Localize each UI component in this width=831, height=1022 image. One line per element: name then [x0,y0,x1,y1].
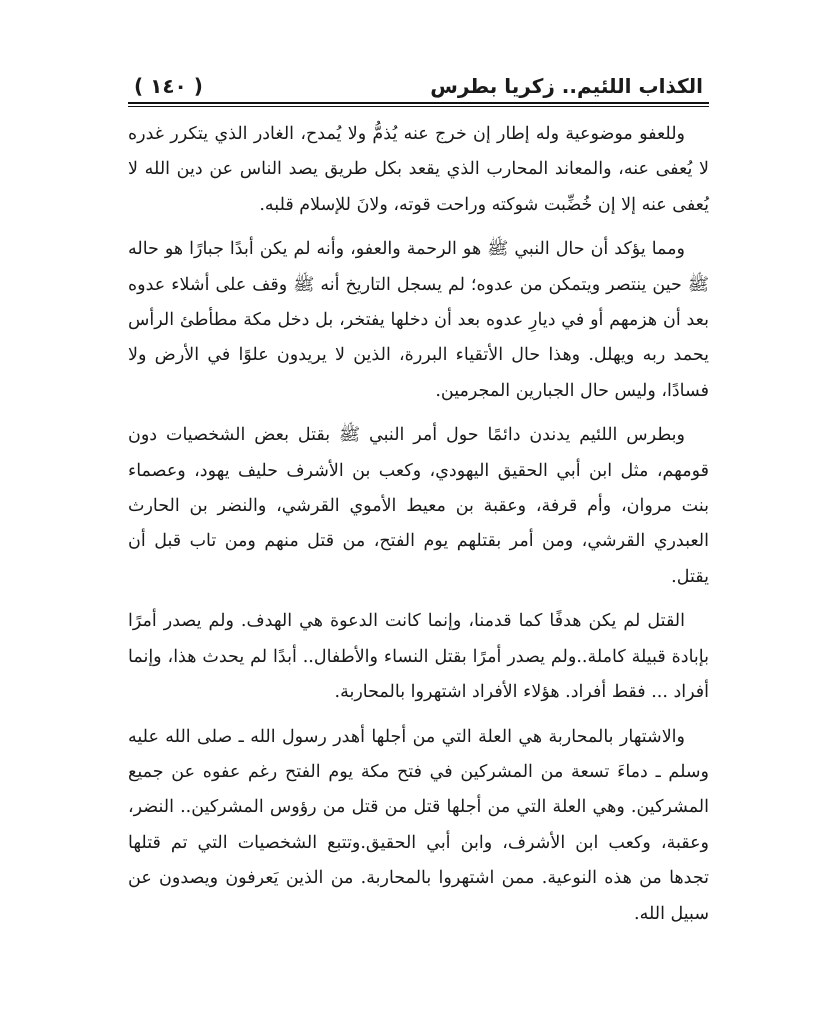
paragraph-2: ومما يؤكد أن حال النبي ﷺ هو الرحمة والعفو، وأنه لم يكن أبدًا جبارًا هو حاله ﷺ حين ينتصر ويتمكن من عدوه؛ لم يسجل التاريخ أنه ﷺ وقف على أشلاء عدوه بعد أن هزمهم أو في ديارِ عدوه بعد أن دخلها يفتخر، بل دخل مكة مطأطئ الرأس يحمد ربه ويهلل. وهذا حال الأتقياء البررة، الذين لا يريدون علوًا في الأرض ولا فسادًا، وليس حال الجبارين المجرمين. [128,239,709,401]
book-title: الكذاب اللئيم.. زكريا بطرس [430,74,703,98]
paragraph-1: وللعفو موضوعية وله إطار إن خرج عنه يُذمُّ ولا يُمدح، الغادر الذي يتكرر غدره لا يُعفى عنه، والمعاند المحارب الذي يقعد بكل طريق يصد الناس عن دين الله لا يُعفى عنه إلا إن خُضِّبت شوكته وراحت قوته، ولانَ للإسلام قلبه. [128,124,709,215]
header-rule [128,102,709,104]
page-body [128,117,709,932]
header-rule-thin [128,106,709,107]
paragraph-4: القتل لم يكن هدفًا كما قدمنا، وإنما كانت الدعوة هي الهدف. ولم يصدر أمرًا بإبادة قبيلة كاملة..ولم يصدر أمرًا بقتل النساء والأطفال.. أبدًا لم يحدث هذا، وإنما أفراد ... فقط أفراد. هؤلاء الأفراد اشتهروا بالمحاربة. [128,611,709,703]
paragraph-5: والاشتهار بالمحاربة هي العلة التي من أجلها أهدر رسول الله ـ صلى الله عليه وسلم ـ دماءَ تسعة من المشركين في فتح مكة يوم الفتح رغم عفوه عن جميع المشركين. وهي العلة التي من أجلها قتل من قتل من رؤوس المشركين.. النضر، وعقبة، وكعب ابن الأشرف، وابن أبي الحقيق.وتتبع الشخصيات التي تم قتلها تجدها من هذه النوعية. ممن اشتهروا بالمحاربة. من الذين يَعرفون ويصدون عن سبيل الله. [128,726,709,924]
paragraph-3: وبطرس اللئيم يدندن دائمًا حول أمر النبي ﷺ بقتل بعض الشخصيات دون قومهم، مثل ابن أبي الحقيق اليهودي، وكعب بن الأشرف حليف يهود، وعصماء بنت مروان، وأم قرفة، وعقبة بن معيط الأموي القرشي، والنضر بن الحارث العبدري القرشي، ومن أمر بقتلهم يوم الفتح، من قتل منهم ومن تاب قبل أن يقتل. [128,425,709,587]
page-number: ( ١٤٠ ) [134,74,203,98]
running-header [128,68,709,98]
